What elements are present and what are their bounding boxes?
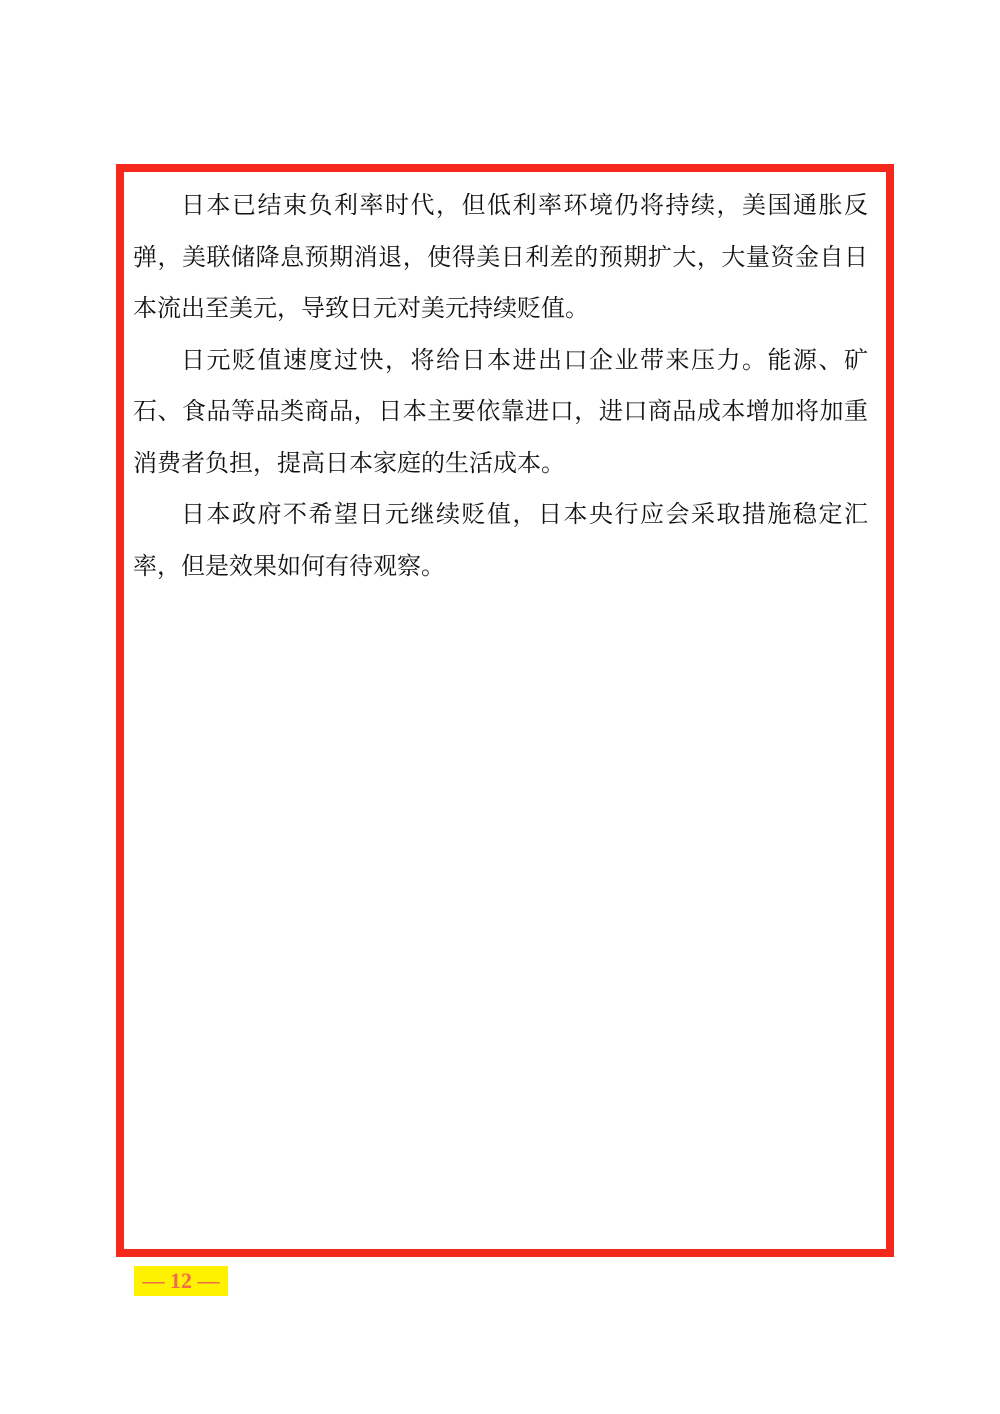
- body-text: [133, 180, 868, 592]
- page-number: — 12 —: [134, 1266, 228, 1296]
- paragraph-3: 日本政府不希望日元继续贬值，日本央行应会采取措施稳定汇率，但是效果如何有待观察。: [133, 500, 868, 580]
- paragraph-2: 日元贬值速度过快，将给日本进出口企业带来压力。能源、矿石、食品等品类商品，日本主要依靠进口，进口商品成本增加将加重消费者负担，提高日本家庭的生活成本。: [133, 345, 868, 477]
- paragraph-1: 日本已结束负利率时代，但低利率环境仍将持续，美国通胀反弹，美联储降息预期消退，使得美日利差的预期扩大，大量资金自日本流出至美元，导致日元对美元持续贬值。: [133, 191, 868, 322]
